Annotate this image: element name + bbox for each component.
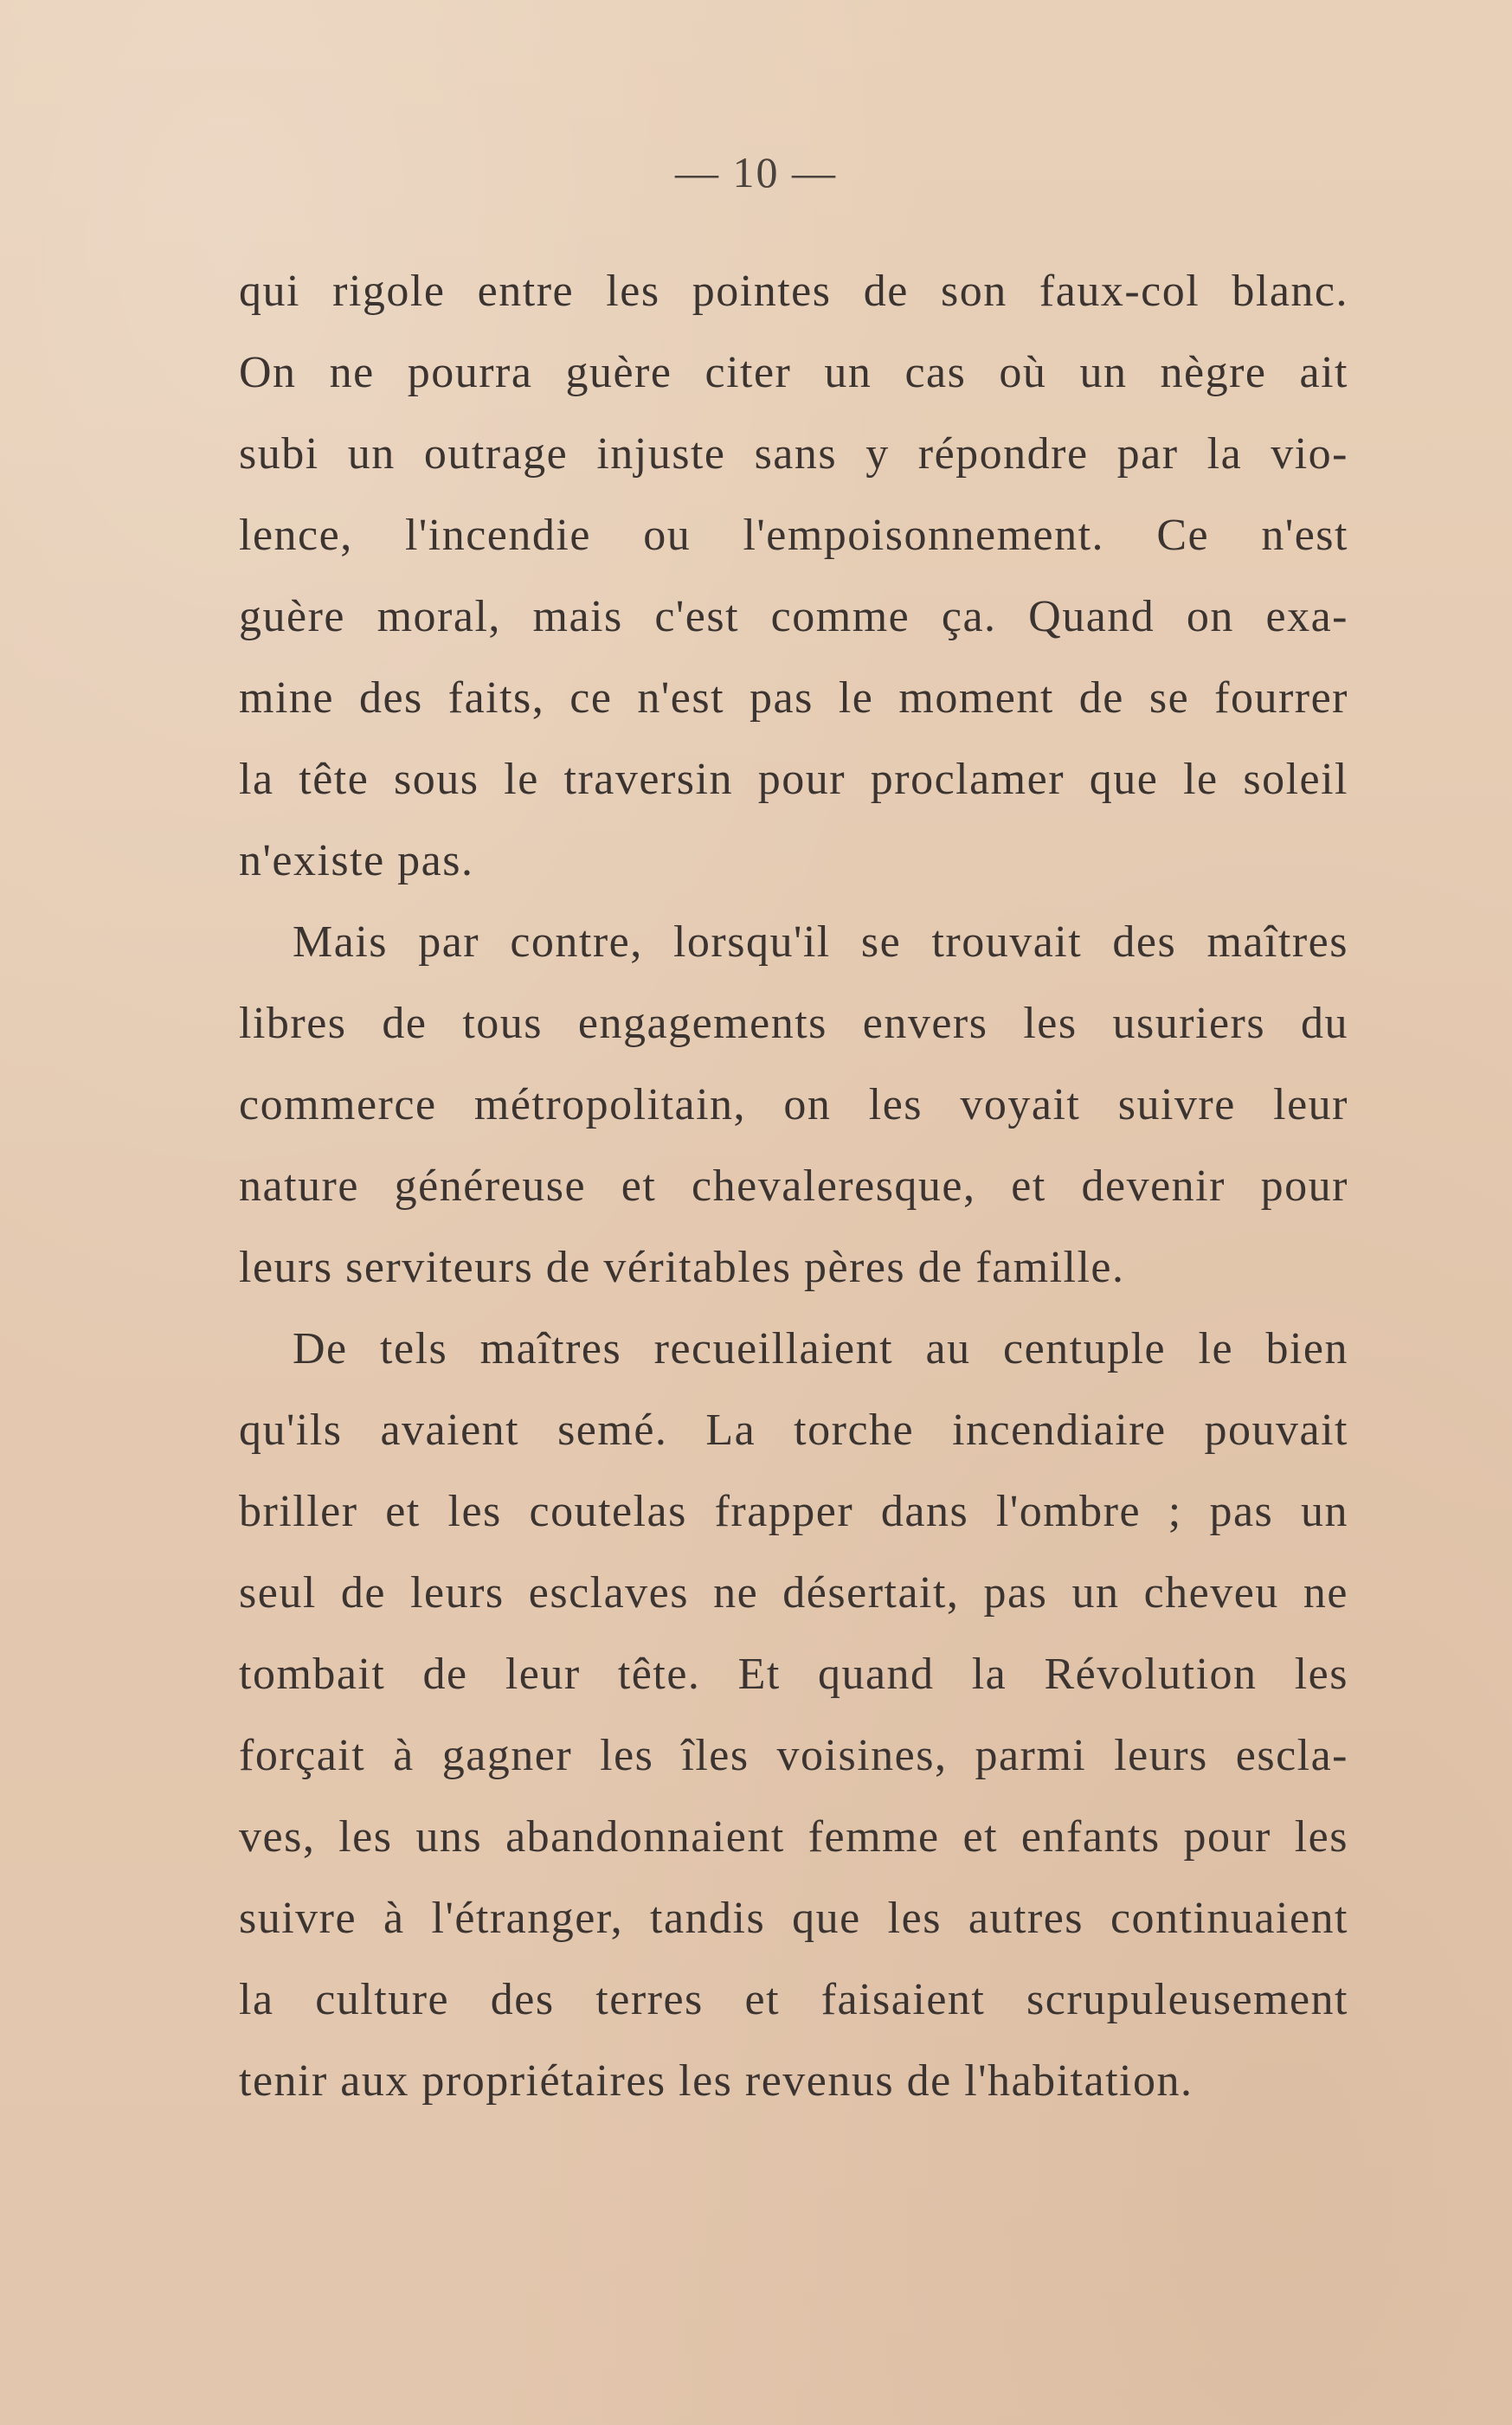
- text-line: commerce métropolitain, on les voyait suivre leur: [239, 1080, 1348, 1129]
- text-line: nature généreuse et chevaleresque, et devenir pour: [239, 1161, 1348, 1211]
- text-line: qui rigole entre les pointes de son faux-col blanc.: [239, 267, 1348, 316]
- text-line: la tête sous le traversin pour proclamer que le soleil: [239, 755, 1348, 804]
- text-line: tenir aux propriétaires les revenus de l'habitation.: [239, 2056, 1194, 2106]
- paragraph-3: [239, 1309, 1348, 2122]
- page-number: — 10 —: [675, 148, 837, 196]
- paragraph-1: [239, 251, 1348, 902]
- paragraph-2: [239, 902, 1348, 1309]
- text-line: la culture des terres et faisaient scrupuleusement: [239, 1975, 1348, 2024]
- text-line: forçait à gagner les îles voisines, parmi leurs escla-: [239, 1731, 1348, 1780]
- text-line: guère moral, mais c'est comme ça. Quand on exa-: [239, 592, 1348, 641]
- text-line: leurs serviteurs de véritables pères de famille.: [239, 1243, 1125, 1292]
- text-line: Mais par contre, lorsqu'il se trouvait des maîtres: [293, 917, 1348, 967]
- text-line: lence, l'incendie ou l'empoisonnement. Ce n'est: [239, 511, 1348, 560]
- text-line: On ne pourra guère citer un cas où un nègre ait: [239, 348, 1348, 397]
- text-line: suivre à l'étranger, tandis que les autres continuaient: [239, 1894, 1348, 1943]
- body-text: [239, 251, 1348, 2122]
- text-line: subi un outrage injuste sans y répondre par la vio-: [239, 429, 1348, 479]
- text-line: briller et les coutelas frapper dans l'ombre ; pas un: [239, 1487, 1348, 1536]
- text-line: qu'ils avaient semé. La torche incendiaire pouvait: [239, 1405, 1348, 1455]
- text-line: libres de tous engagements envers les usuriers du: [239, 999, 1348, 1048]
- text-line: seul de leurs esclaves ne désertait, pas un cheveu ne: [239, 1568, 1348, 1618]
- text-line: ves, les uns abandonnaient femme et enfants pour les: [239, 1812, 1348, 1862]
- text-line: De tels maîtres recueillaient au centuple le bien: [293, 1324, 1348, 1373]
- text-line: tombait de leur tête. Et quand la Révolution les: [239, 1650, 1348, 1699]
- text-line: n'existe pas.: [239, 836, 474, 885]
- text-line: mine des faits, ce n'est pas le moment de se fourrer: [239, 673, 1348, 723]
